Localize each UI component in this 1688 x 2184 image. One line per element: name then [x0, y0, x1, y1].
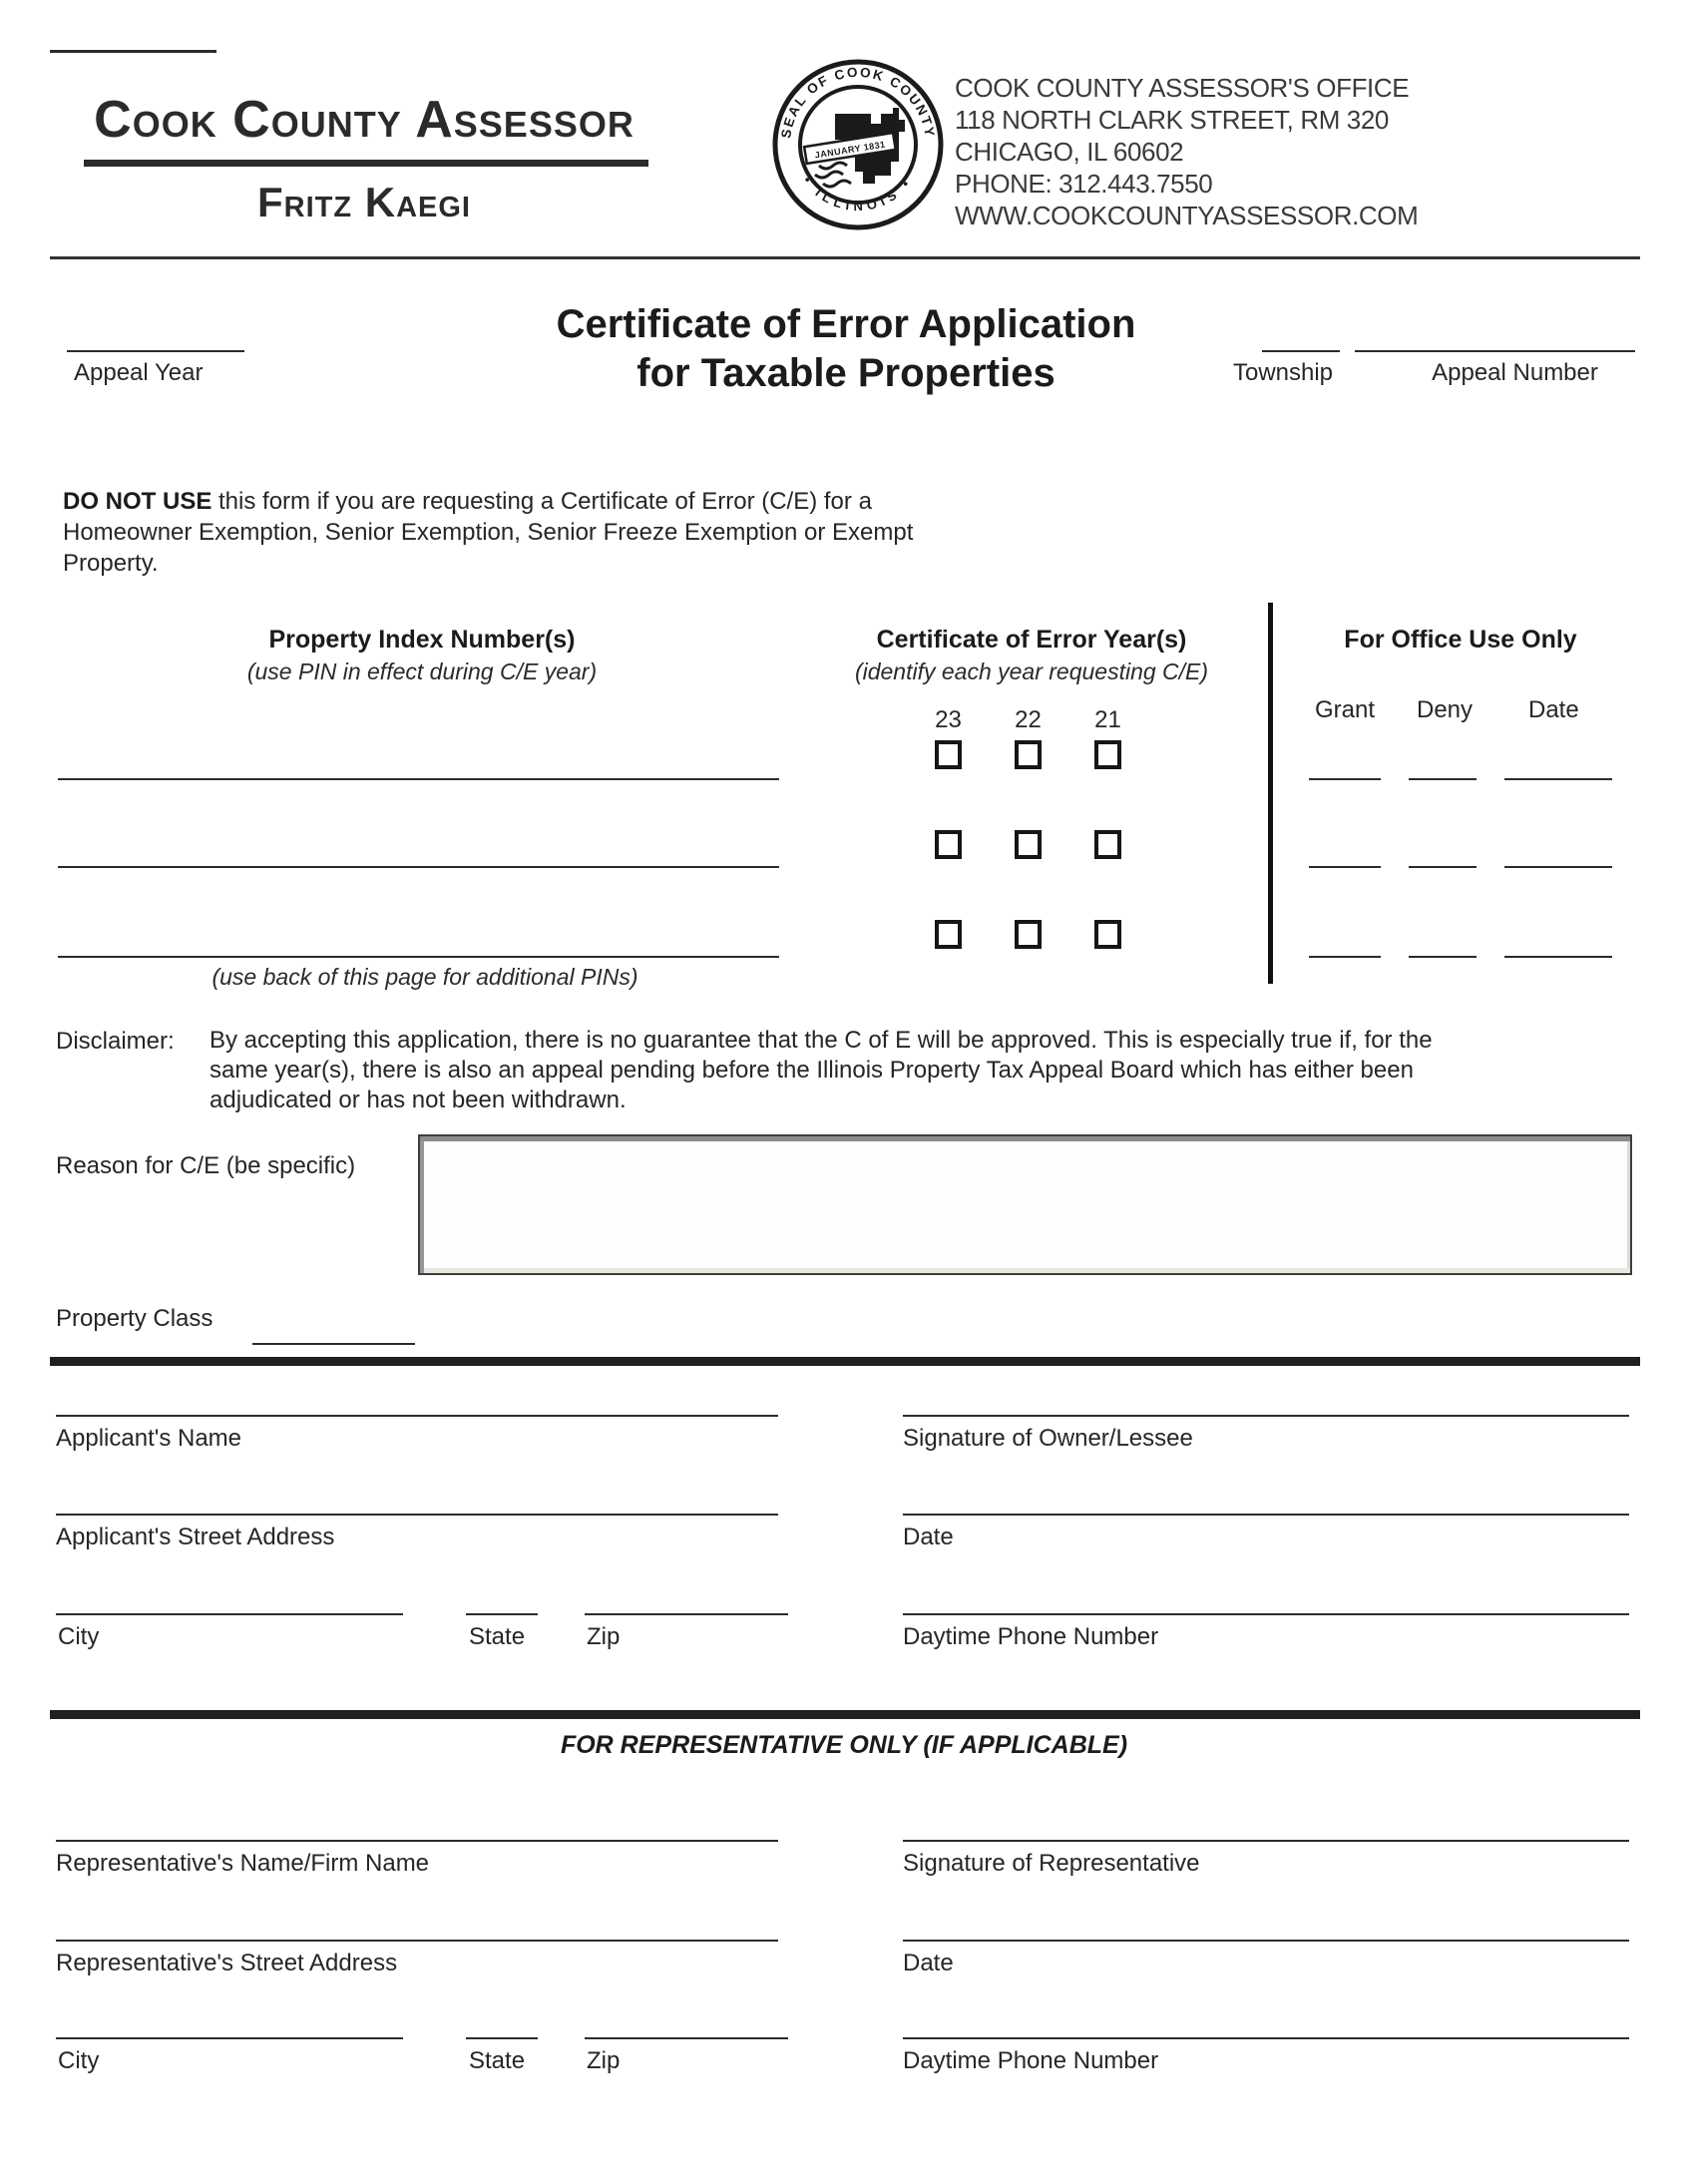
owner-signature-input-line[interactable]: [903, 1415, 1629, 1417]
representative-section-rule: [50, 1710, 1640, 1719]
applicant-city-label: City: [58, 1623, 100, 1650]
applicant-street-input-line[interactable]: [56, 1514, 778, 1516]
ce-year-checkbox-row1-21[interactable]: [1094, 740, 1121, 769]
warning-emphasis: DO NOT USE: [63, 488, 212, 515]
rep-street-input-line[interactable]: [56, 1940, 778, 1942]
year-label-22: 22: [1015, 706, 1042, 733]
ce-year-checkbox-row3-22[interactable]: [1015, 920, 1042, 949]
applicant-zip-label: Zip: [587, 1623, 621, 1650]
deny-line-row1[interactable]: [1409, 778, 1477, 780]
ce-year-checkbox-row2-23[interactable]: [935, 830, 962, 859]
agency-title: Cook County Assessor: [94, 91, 634, 149]
deny-line-row3[interactable]: [1409, 956, 1477, 958]
pin-section-title: Property Index Number(s): [268, 626, 576, 654]
header-divider: [50, 256, 1640, 259]
ce-year-checkbox-row3-21[interactable]: [1094, 920, 1121, 949]
rep-state-label: State: [469, 2047, 526, 2074]
rep-signature-input-line[interactable]: [903, 1840, 1629, 1842]
ce-year-checkbox-row2-22[interactable]: [1015, 830, 1042, 859]
ce-year-section-subtitle: (identify each year requesting C/E): [854, 658, 1209, 684]
rep-date-input-line[interactable]: [903, 1940, 1629, 1942]
warning-line1: DO NOT USE this form if you are requesting a Certificate of Error (C/E) for a: [63, 488, 872, 515]
applicant-state-label: State: [469, 1623, 526, 1650]
appeal-year-label: Appeal Year: [74, 359, 204, 386]
office-address-line: PHONE: 312.443.7550: [955, 169, 1213, 199]
applicant-phone-input-line[interactable]: [903, 1613, 1629, 1615]
county-seal-image: [771, 58, 945, 231]
ce-year-checkbox-row2-21[interactable]: [1094, 830, 1121, 859]
date-line-row3[interactable]: [1504, 956, 1612, 958]
office-address-line: COOK COUNTY ASSESSOR'S OFFICE: [955, 73, 1410, 103]
rep-name-label: Representative's Name/Firm Name: [56, 1850, 430, 1877]
seal-water-line: [815, 172, 843, 178]
office-address-line: CHICAGO, IL 60602: [955, 137, 1184, 167]
ce-year-checkbox-row3-23[interactable]: [935, 920, 962, 949]
township-input-line[interactable]: [1262, 350, 1340, 352]
pin-input-line-3[interactable]: [58, 956, 779, 958]
rep-zip-label: Zip: [587, 2047, 621, 2074]
applicant-date-label: Date: [903, 1524, 954, 1550]
applicant-phone-label: Daytime Phone Number: [903, 1623, 1159, 1650]
seal-arc-top-text: SEAL OF COOK COUNTY: [778, 64, 938, 140]
disclaimer-line1: By accepting this application, there is no guarantee that the C of E will be approved. This is especially true if, for the: [210, 1027, 1433, 1054]
representative-section-title: FOR REPRESENTATIVE ONLY (IF APPLICABLE): [560, 1731, 1128, 1759]
appeal-year-input-line[interactable]: [67, 350, 244, 352]
disclaimer-label: Disclaimer:: [56, 1028, 175, 1055]
office-website: WWW.COOKCOUNTYASSESSOR.COM: [955, 201, 1419, 230]
pin-input-line-2[interactable]: [58, 866, 779, 868]
disclaimer-text: [210, 1026, 1433, 1115]
deny-line-row2[interactable]: [1409, 866, 1477, 868]
property-class-input-line[interactable]: [252, 1343, 415, 1345]
rep-name-input-line[interactable]: [56, 1840, 778, 1842]
rep-phone-label: Daytime Phone Number: [903, 2047, 1159, 2074]
rep-city-label: City: [58, 2047, 100, 2074]
applicant-city-input-line[interactable]: [56, 1613, 403, 1615]
applicant-name-input-line[interactable]: [56, 1415, 778, 1417]
svg-text:• ILLINOIS •: [800, 174, 916, 215]
ce-year-section-title: Certificate of Error Year(s): [876, 626, 1187, 654]
date-line-row1[interactable]: [1504, 778, 1612, 780]
rep-state-input-line[interactable]: [466, 2037, 538, 2039]
applicant-zip-input-line[interactable]: [585, 1613, 788, 1615]
office-address-block: [955, 72, 1418, 231]
applicant-street-label: Applicant's Street Address: [56, 1524, 335, 1550]
warning-line3: Property.: [63, 550, 159, 577]
seal-banner-text: JANUARY 1831: [814, 139, 887, 161]
seal-arc-bottom-text: • ILLINOIS •: [800, 173, 916, 215]
appeal-number-label: Appeal Number: [1432, 359, 1598, 386]
applicant-name-label: Applicant's Name: [56, 1425, 241, 1452]
property-class-label: Property Class: [56, 1305, 213, 1332]
date-line-row2[interactable]: [1504, 866, 1612, 868]
year-label-21: 21: [1094, 706, 1121, 733]
deny-column-label: Deny: [1417, 696, 1474, 723]
rep-city-input-line[interactable]: [56, 2037, 403, 2039]
form-title: [422, 300, 1270, 398]
grant-line-row3[interactable]: [1309, 956, 1381, 958]
grant-line-row1[interactable]: [1309, 778, 1381, 780]
seal-water-line: [823, 181, 851, 187]
applicant-date-input-line[interactable]: [903, 1514, 1629, 1516]
office-address-line: 118 NORTH CLARK STREET, RM 320: [955, 105, 1389, 135]
pin-input-line-1[interactable]: [58, 778, 779, 780]
do-not-use-warning: [63, 486, 913, 579]
seal-water-line: [819, 163, 847, 169]
ce-year-checkbox-row1-23[interactable]: [935, 740, 962, 769]
ce-year-checkbox-row1-22[interactable]: [1015, 740, 1042, 769]
agency-underline: [84, 160, 648, 167]
year-label-23: 23: [935, 706, 962, 733]
rep-date-label: Date: [903, 1950, 954, 1976]
reason-label: Reason for C/E (be specific): [56, 1152, 356, 1179]
rep-street-label: Representative's Street Address: [56, 1950, 398, 1976]
additional-pins-note: (use back of this page for additional PINs): [211, 964, 638, 990]
date-column-label: Date: [1528, 696, 1579, 723]
appeal-number-input-line[interactable]: [1355, 350, 1635, 352]
form-title-line2: for Taxable Properties: [636, 351, 1055, 395]
reason-input-box[interactable]: [418, 1134, 1632, 1275]
grant-line-row2[interactable]: [1309, 866, 1381, 868]
disclaimer-line3: adjudicated or has not been withdrawn.: [210, 1087, 627, 1113]
grant-column-label: Grant: [1315, 696, 1376, 723]
pin-section-subtitle: (use PIN in effect during C/E year): [246, 658, 598, 684]
office-use-divider: [1268, 603, 1273, 984]
warning-line2: Homeowner Exemption, Senior Exemption, Senior Freeze Exemption or Exempt: [63, 519, 914, 546]
rep-zip-input-line[interactable]: [585, 2037, 788, 2039]
owner-signature-label: Signature of Owner/Lessee: [903, 1425, 1193, 1452]
assessor-name: Fritz Kaegi: [257, 179, 471, 225]
disclaimer-line2: same year(s), there is also an appeal pending before the Illinois Property Tax Appeal Board which has either been: [210, 1057, 1414, 1084]
applicant-state-input-line[interactable]: [466, 1613, 538, 1615]
rep-signature-label: Signature of Representative: [903, 1850, 1200, 1877]
office-use-title: For Office Use Only: [1344, 626, 1577, 654]
top-blank-line[interactable]: [50, 50, 216, 53]
applicant-section-rule: [50, 1357, 1640, 1366]
rep-phone-input-line[interactable]: [903, 2037, 1629, 2039]
township-label: Township: [1232, 359, 1334, 386]
form-title-line1: Certificate of Error Application: [556, 302, 1136, 346]
